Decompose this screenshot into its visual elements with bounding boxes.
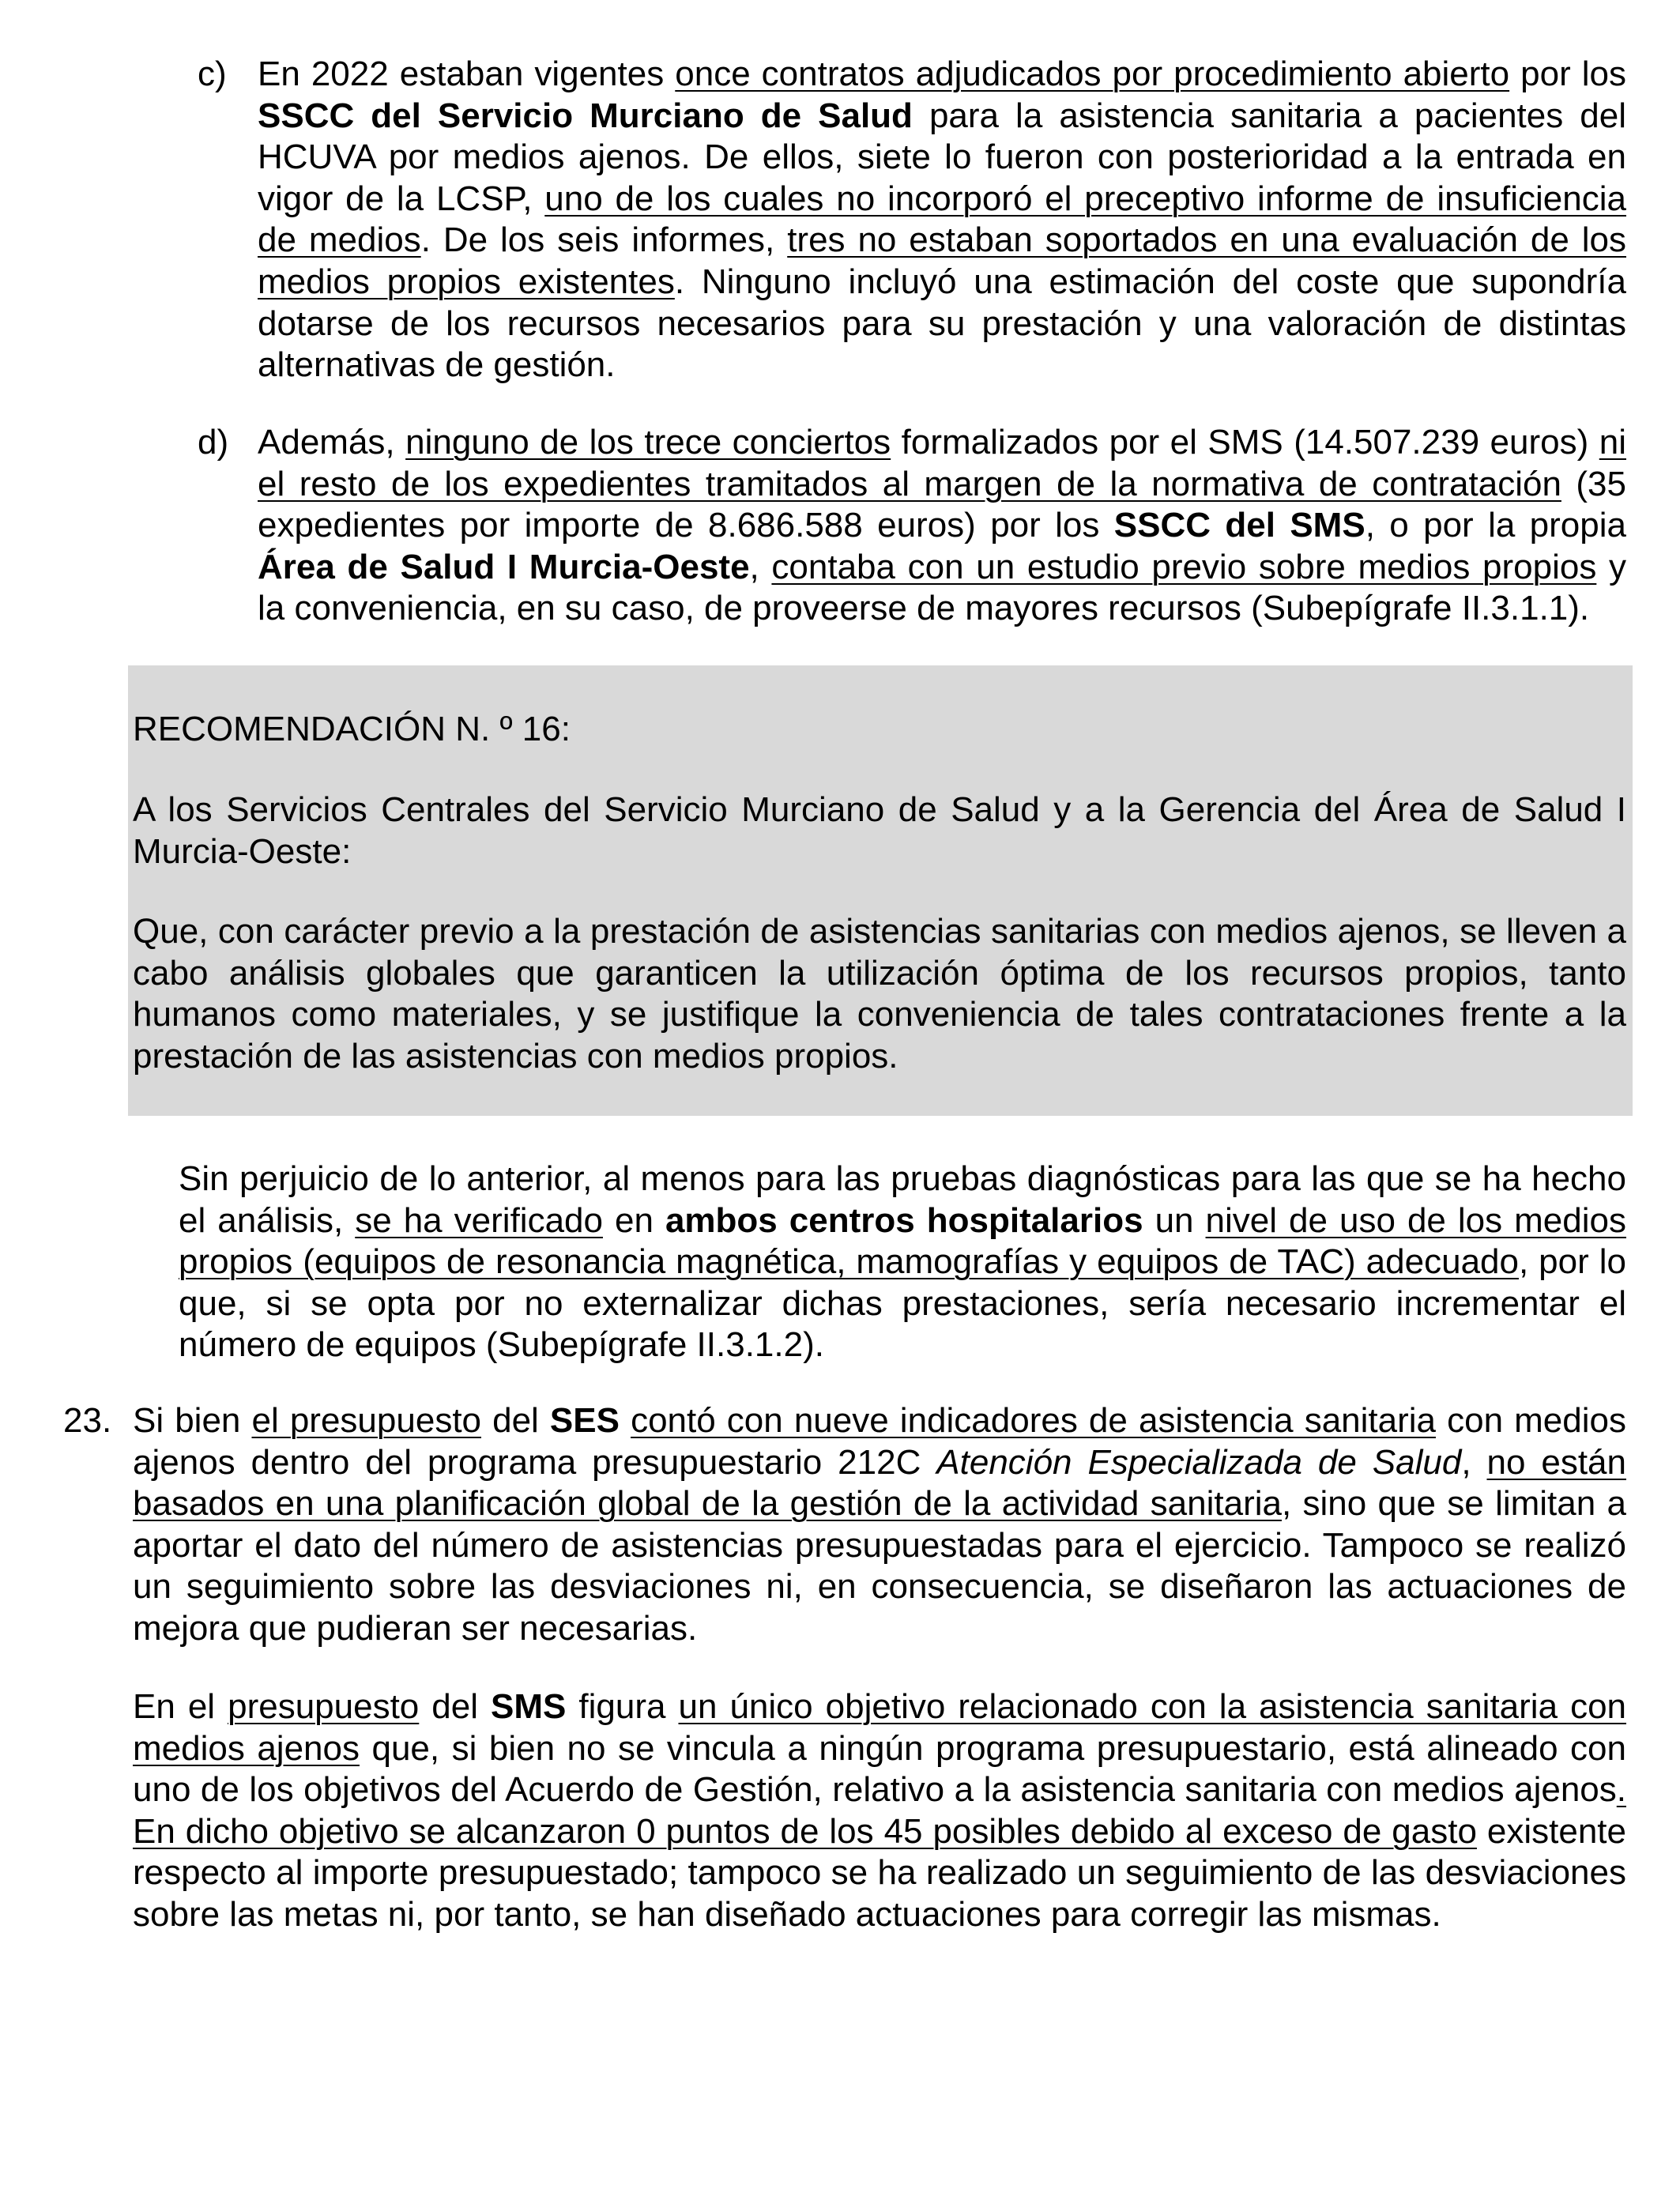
- item-d-text-6: y la conveniencia, en su caso, de proveerse de mayores recursos (Subepígrafe II.3.1.1).: [258, 547, 1626, 628]
- item-c-underline-1: once contratos adjudicados por procedimiento abierto: [675, 55, 1510, 93]
- item-c-text-2: por los: [1509, 55, 1626, 93]
- item-d-bold-1: SSCC del SMS: [1113, 506, 1365, 545]
- sin-perjuicio-bold-1: ambos centros hospitalarios: [665, 1200, 1143, 1240]
- item-23-text-3: [620, 1401, 631, 1440]
- en-el-underline-3: . En dicho objetivo se alcanzaron 0 puntos de los 45 posibles debido al exceso de gasto: [133, 1770, 1626, 1851]
- item-23-text-5: ,: [1461, 1442, 1487, 1482]
- en-el-text-3: figura: [566, 1687, 679, 1726]
- item-d-text-4: , o por la propia: [1365, 506, 1626, 545]
- en-el-underline-2: un único objetivo relacionado con la asistencia sanitaria con medios ajenos: [133, 1687, 1627, 1768]
- item-23-paragraph: [133, 1400, 1626, 1650]
- item-d-underline-3: contaba con un estudio previo sobre medios propios: [771, 547, 1597, 586]
- item-23-text-4: con medios ajenos dentro del programa presupuestario 212C: [133, 1401, 1626, 1482]
- item-d-text-1: Además,: [258, 423, 406, 462]
- en-el-text-2: del: [419, 1687, 492, 1726]
- item-c-label: c): [198, 55, 227, 93]
- en-el-text-1: En el: [133, 1687, 228, 1726]
- item-23-italic-1: Atención Especializada de Salud: [936, 1442, 1462, 1482]
- item-d-underline-1: ninguno de los trece conciertos: [405, 423, 891, 462]
- item-23-underline-2: contó con nueve indicadores de asistencia sanitaria: [631, 1401, 1437, 1440]
- item-d-label: d): [198, 423, 229, 462]
- en-el-bold-1: SMS: [491, 1687, 567, 1726]
- item-d-bold-2: Área de Salud I Murcia-Oeste: [258, 547, 750, 586]
- en-el-presupuesto-paragraph: [133, 1686, 1626, 1936]
- item-23-underline-1: el presupuesto: [251, 1401, 482, 1440]
- item-d-text-2: formalizados por el SMS (14.507.239 euros): [891, 423, 1599, 462]
- item-23-underline-3: no están basados en una planificación global de la gestión de la actividad sanitaria: [133, 1442, 1626, 1524]
- recommendation-title: RECOMENDACIÓN N. º 16:: [133, 710, 571, 748]
- item-c-underline-2: uno de los cuales no incorporó el preceptivo informe de insuficiencia de medios: [258, 179, 1626, 260]
- item-c-text-4: . De los seis informes,: [420, 220, 788, 260]
- item-c-text-1: En 2022 estaban vigentes: [258, 55, 676, 93]
- recommendation-addressee: A los Servicios Centrales del Servicio Murciano de Salud y a la Gerencia del Área de Salud I Murcia-Oeste:: [133, 790, 1626, 871]
- item-c-text-3: para la asistencia sanitaria a pacientes del HCUVA por medios ajenos. De ellos, siete lo fueron con posterioridad a la entrada en vigor de la LCSP,: [258, 96, 1626, 218]
- en-el-underline-1: presupuesto: [228, 1687, 420, 1726]
- item-c-bold-1: SSCC del Servicio Murciano de Salud: [258, 96, 913, 135]
- item-23-label: 23.: [63, 1401, 112, 1440]
- sin-perjuicio-paragraph: [179, 1159, 1626, 1366]
- item-23-text-1: Si bien: [133, 1401, 252, 1440]
- recommendation-body: Que, con carácter previo a la prestación de asistencias sanitarias con medios ajenos, se lleven a cabo análisis globales que garanticen la utilización óptima de los recursos propios, tanto humanos como materiales, y se justifique la conveniencia de tales contrataciones frente a la prestación de las asistencias con medios propios.: [133, 912, 1626, 1076]
- sin-perjuicio-underline-2: nivel de uso de los medios propios (equipos de resonancia magnética, mamografías y equipos de TAC) adecuado: [179, 1200, 1626, 1282]
- sin-perjuicio-text-1: Sin perjuicio de lo anterior, al menos para las pruebas diagnósticas para las que se ha hecho el análisis,: [179, 1159, 1626, 1240]
- sin-perjuicio-text-3: un: [1143, 1200, 1206, 1240]
- en-el-text-4: que, si bien no se vincula a ningún programa presupuestario, está alineado con uno de los objetivos del Acuerdo de Gestión, relativo a la asistencia sanitaria con medios ajenos: [133, 1728, 1626, 1810]
- item-23-text-6: , sino que se limitan a aportar el dato del número de asistencias presupuestadas para el ejercicio. Tampoco se realizó un seguimiento sobre las desviaciones ni, en consecuencia, se diseñaron las actuaciones de mejora que pudieran ser necesarias.: [133, 1484, 1626, 1648]
- sin-perjuicio-text-4: , por lo que, si se opta por no externalizar dichas prestaciones, sería necesario incrementar el número de equipos (Subepígrafe II.3.1.2).: [179, 1242, 1626, 1365]
- en-el-text-5: existente respecto al importe presupuestado; tampoco se ha realizado un seguimiento de las desviaciones sobre las metas ni, por tanto, se han diseñado actuaciones para corregir las mismas.: [133, 1811, 1626, 1934]
- sin-perjuicio-text-2: en: [602, 1200, 665, 1240]
- item-d-paragraph: [258, 422, 1626, 630]
- item-d-text-3: (35 expedientes por importe de 8.686.588 euros) por los: [258, 464, 1626, 545]
- item-c-underline-3: tres no estaban soportados en una evaluación de los medios propios existentes: [258, 220, 1626, 301]
- item-d-underline-2: ni el resto de los expedientes tramitados al margen de la normativa de contratación: [258, 423, 1626, 503]
- item-23-text-2: del: [481, 1401, 550, 1440]
- item-c-paragraph: [258, 54, 1626, 386]
- item-d-text-5: ,: [749, 547, 772, 586]
- item-c-text-5: . Ninguno incluyó una estimación del coste que supondría dotarse de los recursos necesarios para su prestación y una valoración de distintas alternativas de gestión.: [258, 262, 1626, 385]
- sin-perjuicio-underline-1: se ha verificado: [355, 1200, 603, 1240]
- item-23-bold-1: SES: [549, 1401, 620, 1440]
